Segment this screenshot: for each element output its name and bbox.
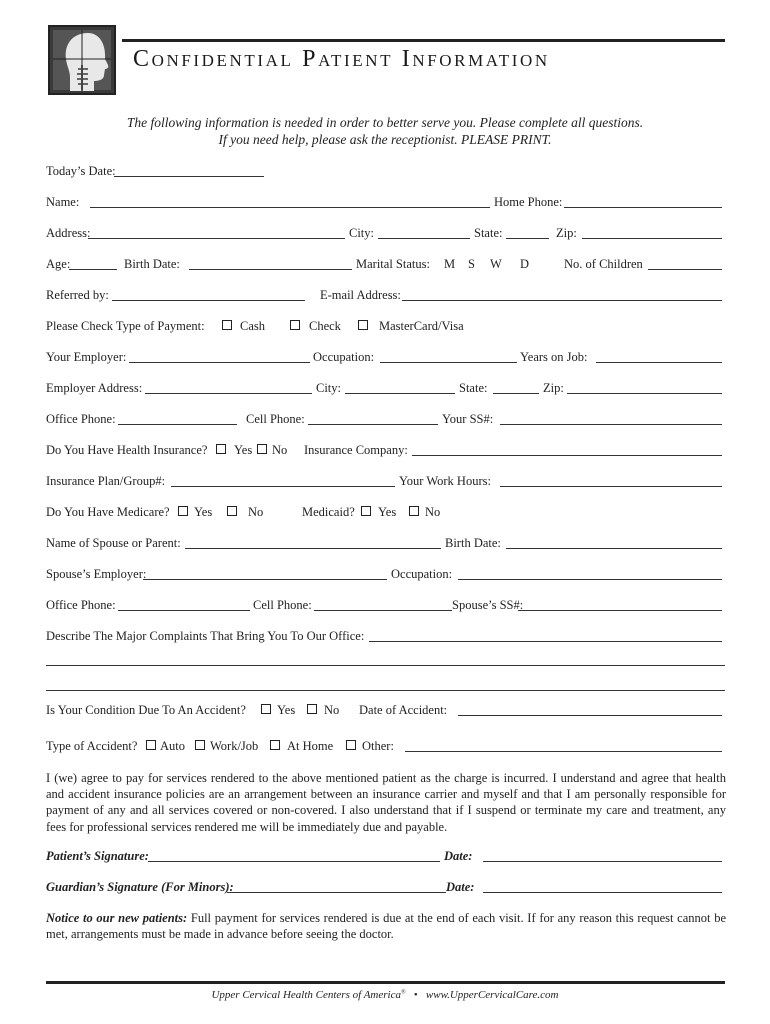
- employer-address-field[interactable]: [145, 393, 312, 394]
- check-checkbox[interactable]: [290, 320, 300, 330]
- agreement-text: I (we) agree to pay for services rendered to the above mentioned patient as the charge is incurred. I understand and agree that health and accident insurance policies are an arrangement between an insurance carrier and myself and that I am personally responsible for payment of any and all services covered or non-covered. I also understand that if I suspend or terminate my care and treatment, any fees for professional services rendered me will be immediately due and payable.: [46, 771, 726, 834]
- mastercard-label: MasterCard/Visa: [379, 319, 464, 333]
- medicare-label: Do You Have Medicare?: [46, 505, 170, 519]
- occupation-label: Occupation:: [313, 350, 375, 364]
- check-label: Check: [309, 319, 341, 333]
- age-label: Age:: [46, 257, 71, 271]
- medicaid-label: Medicaid?: [302, 505, 355, 519]
- patient-signature-label: Patient’s Signature:: [46, 849, 149, 863]
- footer-url[interactable]: www.UpperCervicalCare.com: [425, 989, 559, 1001]
- home-phone-label: Home Phone:: [494, 195, 563, 209]
- spouse-office-phone-field[interactable]: [118, 610, 250, 611]
- patient-date-field[interactable]: [483, 861, 722, 862]
- logo-icon: [48, 25, 116, 95]
- footer: [0, 989, 770, 1001]
- at-home-checkbox[interactable]: [270, 740, 280, 750]
- cell-phone-field[interactable]: [308, 424, 438, 425]
- insurance-no-label: No: [272, 443, 288, 457]
- accident-yes-label: Yes: [277, 703, 296, 717]
- medicare-yes-checkbox[interactable]: [178, 506, 188, 516]
- occupation-field[interactable]: [380, 362, 517, 363]
- spouse-occupation-field[interactable]: [458, 579, 722, 580]
- insurance-company-label: Insurance Company:: [304, 443, 408, 457]
- medicaid-yes-checkbox[interactable]: [361, 506, 371, 516]
- footer-separator: •: [413, 989, 418, 1001]
- todays-date-field[interactable]: [114, 176, 264, 177]
- header-rule: [122, 39, 725, 42]
- auto-checkbox[interactable]: [146, 740, 156, 750]
- city-field[interactable]: [378, 238, 470, 239]
- state-field[interactable]: [506, 238, 549, 239]
- form-title: Confidential Patient Information: [133, 46, 550, 72]
- name-label: Name:: [46, 195, 80, 209]
- complaints-field-3[interactable]: [46, 690, 725, 691]
- date-of-accident-field[interactable]: [458, 715, 722, 716]
- employer-field[interactable]: [129, 362, 310, 363]
- spouse-cell-phone-field[interactable]: [314, 610, 452, 611]
- other-label: Other:: [362, 739, 394, 753]
- cell-phone-label: Cell Phone:: [246, 412, 305, 426]
- email-field[interactable]: [402, 300, 722, 301]
- complaints-field-2[interactable]: [46, 665, 725, 666]
- accident-yes-checkbox[interactable]: [261, 704, 271, 714]
- marital-status-label: Marital Status:: [356, 257, 430, 271]
- your-ss-label: Your SS#:: [442, 412, 494, 426]
- referred-by-field[interactable]: [112, 300, 305, 301]
- zip-field[interactable]: [582, 238, 722, 239]
- your-ss-field[interactable]: [500, 424, 722, 425]
- mastercard-checkbox[interactable]: [358, 320, 368, 330]
- cash-checkbox[interactable]: [222, 320, 232, 330]
- address-field[interactable]: [88, 238, 345, 239]
- work-job-label: Work/Job: [210, 739, 259, 753]
- patient-date-label: Date:: [444, 849, 473, 863]
- years-on-job-field[interactable]: [596, 362, 722, 363]
- employer-city-label: City:: [316, 381, 342, 395]
- employer-state-field[interactable]: [493, 393, 539, 394]
- footer-rule: [46, 981, 725, 984]
- employer-zip-field[interactable]: [567, 393, 722, 394]
- patient-signature-field[interactable]: [148, 861, 440, 862]
- marital-option-d[interactable]: D: [520, 257, 530, 271]
- spouse-ss-field[interactable]: [518, 610, 722, 611]
- todays-date-label: Today’s Date:: [46, 164, 116, 178]
- spouse-employer-field[interactable]: [143, 579, 387, 580]
- name-field[interactable]: [90, 207, 490, 208]
- date-of-accident-label: Date of Accident:: [359, 703, 448, 717]
- payment-type-label: Please Check Type of Payment:: [46, 319, 205, 333]
- accident-no-checkbox[interactable]: [307, 704, 317, 714]
- address-label: Address:: [46, 226, 91, 240]
- marital-option-s[interactable]: S: [468, 257, 475, 271]
- complaints-label: Describe The Major Complaints That Bring You To Our Office:: [46, 629, 365, 643]
- employer-state-label: State:: [459, 381, 488, 395]
- city-label: City:: [349, 226, 375, 240]
- spouse-employer-label: Spouse’s Employer:: [46, 567, 147, 581]
- complaints-field-1[interactable]: [369, 641, 722, 642]
- guardian-date-field[interactable]: [483, 892, 722, 893]
- birth-date-label: Birth Date:: [124, 257, 180, 271]
- medicaid-no-checkbox[interactable]: [409, 506, 419, 516]
- intro-line-1: The following information is needed in order to better serve you. Please complete all questions.: [126, 115, 644, 130]
- insurance-no-checkbox[interactable]: [257, 444, 267, 454]
- work-hours-field[interactable]: [500, 486, 722, 487]
- insurance-company-field[interactable]: [412, 455, 722, 456]
- marital-option-w[interactable]: W: [490, 257, 502, 271]
- birth-date-field[interactable]: [189, 269, 352, 270]
- office-phone-label: Office Phone:: [46, 412, 116, 426]
- insurance-yes-checkbox[interactable]: [216, 444, 226, 454]
- notice-body: Full payment for services rendered is due at the end of each visit. If for any reason this request cannot be met, arrangements must be made in advance before seeing the doctor.: [46, 911, 726, 942]
- referred-by-label: Referred by:: [46, 288, 109, 302]
- spouse-name-field[interactable]: [185, 548, 441, 549]
- employer-label: Your Employer:: [46, 350, 127, 364]
- guardian-date-label: Date:: [446, 880, 475, 894]
- office-phone-field[interactable]: [118, 424, 237, 425]
- auto-label: Auto: [160, 739, 185, 753]
- footer-org: Upper Cervical Health Centers of America: [211, 989, 401, 1001]
- insurance-plan-field[interactable]: [171, 486, 395, 487]
- spouse-cell-phone-label: Cell Phone:: [253, 598, 312, 612]
- spouse-birth-date-label: Birth Date:: [445, 536, 501, 550]
- accident-label: Is Your Condition Due To An Accident?: [46, 703, 246, 717]
- spouse-office-phone-label: Office Phone:: [46, 598, 116, 612]
- spouse-ss-label: Spouse’s SS#:: [452, 598, 524, 612]
- work-job-checkbox[interactable]: [195, 740, 205, 750]
- children-field[interactable]: [648, 269, 722, 270]
- other-field[interactable]: [405, 751, 722, 752]
- employer-zip-label: Zip:: [543, 381, 564, 395]
- insurance-yes-label: Yes: [234, 443, 253, 457]
- home-phone-field[interactable]: [564, 207, 722, 208]
- insurance-plan-label: Insurance Plan/Group#:: [46, 474, 166, 488]
- medicaid-no-label: No: [425, 505, 441, 519]
- at-home-label: At Home: [287, 739, 334, 753]
- medicare-no-checkbox[interactable]: [227, 506, 237, 516]
- age-field[interactable]: [69, 269, 117, 270]
- spouse-birth-date-field[interactable]: [506, 548, 722, 549]
- medicaid-yes-label: Yes: [378, 505, 397, 519]
- employer-city-field[interactable]: [345, 393, 455, 394]
- guardian-signature-field[interactable]: [227, 892, 446, 893]
- other-checkbox[interactable]: [346, 740, 356, 750]
- notice-text: [46, 910, 726, 942]
- years-on-job-label: Years on Job:: [520, 350, 588, 364]
- employer-address-label: Employer Address:: [46, 381, 143, 395]
- zip-label: Zip:: [556, 226, 577, 240]
- state-label: State:: [474, 226, 503, 240]
- registered-mark: ®: [400, 989, 406, 996]
- spouse-name-label: Name of Spouse or Parent:: [46, 536, 181, 550]
- type-of-accident-label: Type of Accident?: [46, 739, 138, 753]
- spouse-occupation-label: Occupation:: [391, 567, 453, 581]
- accident-no-label: No: [324, 703, 340, 717]
- guardian-signature-label: Guardian’s Signature (For Minors):: [46, 880, 234, 894]
- work-hours-label: Your Work Hours:: [399, 474, 491, 488]
- intro-line-2: If you need help, please ask the receptionist. PLEASE PRINT.: [218, 132, 552, 147]
- children-label: No. of Children: [564, 257, 643, 271]
- medicare-yes-label: Yes: [194, 505, 213, 519]
- notice-lead: Notice to our new patients:: [46, 911, 188, 925]
- cash-label: Cash: [240, 319, 265, 333]
- marital-option-m[interactable]: M: [444, 257, 456, 271]
- email-label: E-mail Address:: [320, 288, 401, 302]
- medicare-no-label: No: [248, 505, 264, 519]
- health-insurance-label: Do You Have Health Insurance?: [46, 443, 208, 457]
